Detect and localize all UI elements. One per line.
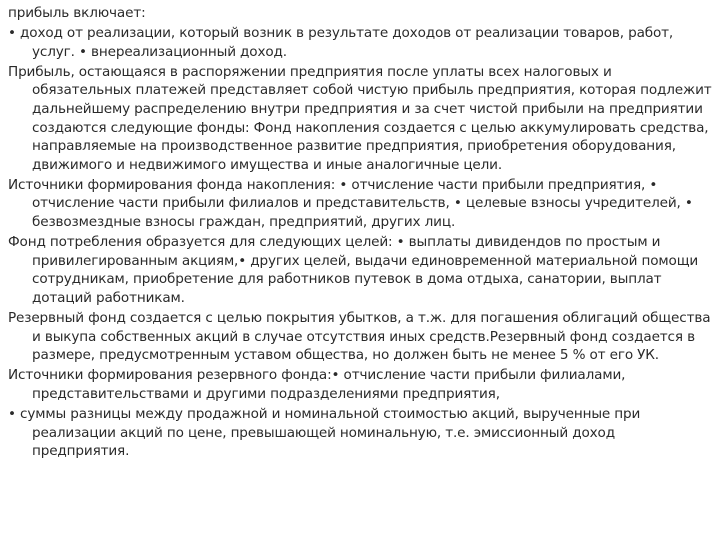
paragraph-intro: прибыль включает: xyxy=(8,5,146,21)
paragraph-accumulation-fund-sources: Источники формирования фонда накопления: • отчисление части прибыли предприятия, • отчисление части прибыли филиалов и представительств, • целевые взносы учредителей, • безвозмездные взносы граждан, предприятий, других лиц. xyxy=(8,176,693,231)
paragraph-reserve-fund: Резервный фонд создается с целью покрытия убытков, а т.ж. для погашения облигаций общества и выкупа собственных акций в случае отсутствия иных средств.Резервный фонд создается в размере, предусмотренным уставом общества, но должен быть не менее 5 % от его УК. xyxy=(8,310,711,364)
paragraph-income-types: • доход от реализации, который возник в результате доходов от реализации товаров, работ, услуг. • внереализационный доход. xyxy=(8,25,674,60)
paragraph-consumption-fund: Фонд потребления образуется для следующих целей: • выплаты дивидендов по простым и привилегированным акциям,• других целей, выдачи единовременной материальной помощи сотрудникам, приобретение для работников путевок в дома отдыха, санатории, выплат дотаций работникам. xyxy=(8,234,699,306)
paragraph-share-premium: • суммы разницы между продажной и номинальной стоимостью акций, вырученные при реализации акций по цене, превышающей номинальную, т.е. эмиссионный доход предприятия. xyxy=(8,405,641,460)
paragraph-reserve-fund-sources: Источники формирования резервного фонда:• отчисление части прибыли филиалами, представительствами и другими подразделениями предприятия, xyxy=(8,367,626,402)
paragraph-net-profit: Прибыль, остающаяся в распоряжении предприятия после уплаты всех налоговых и обязательных платежей представляет собой чистую прибыль предприятия, которая подлежит дальнейшему распределению внутри предприятия и за счет чистой прибыли на предприятии создаются следующие фонды: Фонд накопления создается с целью аккумулировать средства, направляемые на производственное развитие предприятия, приобретения оборудования, движимого и недвижимого имущества и иные аналогичные цели. xyxy=(8,63,712,173)
